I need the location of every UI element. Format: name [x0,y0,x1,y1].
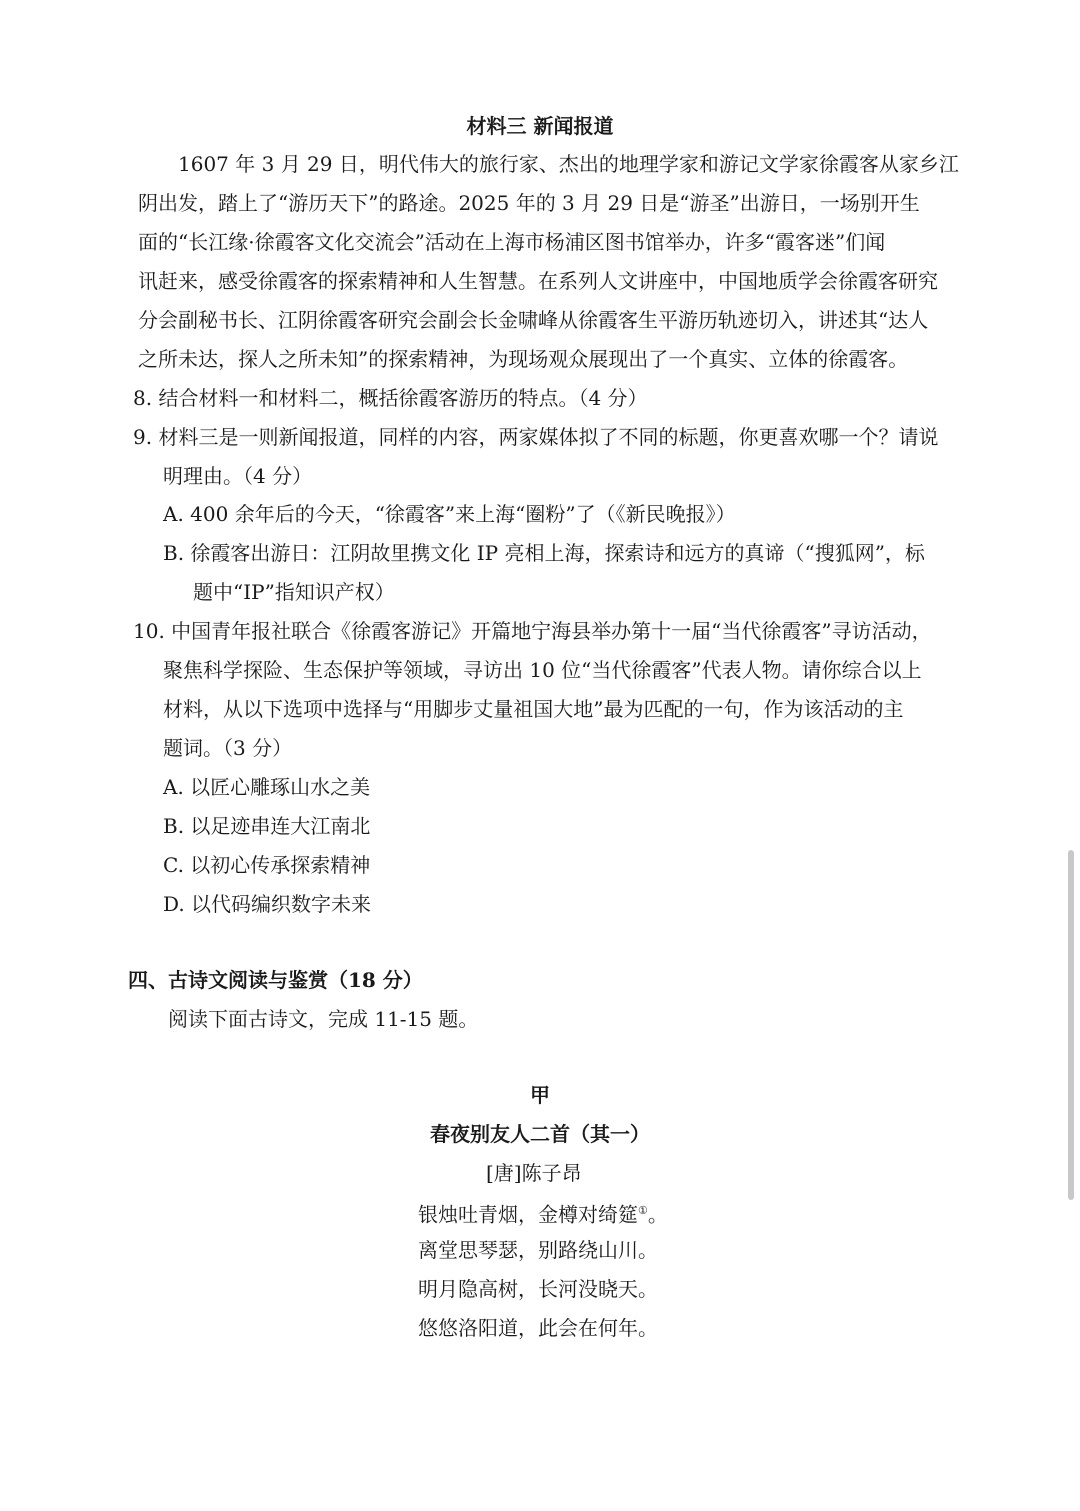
question-9-line-2: 明理由。（4 分） [163,464,313,488]
question-8: 8. 结合材料一和材料二，概括徐霞客游历的特点。（4 分） [133,386,648,410]
poem-line-1-end: 。 [647,1202,668,1227]
question-9-line-1: 9. 材料三是一则新闻报道，同样的内容，两家媒体拟了不同的标题，你更喜欢哪一个？请说 [133,425,939,449]
material3-line-6: 之所未达，探人之所未知”的探索精神，为现场观众展现出了一个真实、立体的徐霞客。 [138,347,909,371]
material3-line-3: 面的“长江缘·徐霞客文化交流会”活动在上海市杨浦区图书馆举办，许多“霞客迷”们闻 [138,230,886,254]
question-10-option-c: C. 以初心传承探索精神 [163,853,371,877]
question-9-option-b-line-1: B. 徐霞客出游日：江阴故里携文化 IP 亮相上海，探索诗和远方的真谛（“搜狐网”，标 [163,541,925,565]
question-10-line-1: 10. 中国青年报社联合《徐霞客游记》开篇地宁海县举办第十一届“当代徐霞客”寻访活动， [133,619,932,643]
material3-title: 材料三 新闻报道 [466,114,614,138]
question-10-line-2: 聚焦科学探险、生态保护等领域，寻访出 10 位“当代徐霞客”代表人物。请你综合以上 [163,658,922,682]
question-10-option-d: D. 以代码编织数字未来 [163,892,372,916]
section-4-instruction: 阅读下面古诗文，完成 11-15 题。 [168,1007,479,1031]
poem-title: 春夜别友人二首（其一） [430,1122,650,1146]
section-4-heading: 四、古诗文阅读与鉴赏（18 分） [128,968,423,992]
poem-author: [唐]陈子昂 [486,1161,582,1185]
material3-line-1: 1607 年 3 月 29 日，明代伟大的旅行家、杰出的地理学家和游记文学家徐霞客从家乡江 [178,152,959,176]
poem-line-4: 悠悠洛阳道，此会在何年。 [418,1316,658,1340]
question-10-option-a: A. 以匠心雕琢山水之美 [163,775,371,799]
poem-line-2: 离堂思琴瑟，别路绕山川。 [418,1238,658,1262]
material3-line-5: 分会副秘书长、江阴徐霞客研究会副会长金啸峰从徐霞客生平游历轨迹切入，讲述其“达人 [138,308,929,332]
footnote-marker: ① [638,1204,648,1217]
question-9-option-a: A. 400 余年后的今天，“徐霞客”来上海“圈粉”了（《新民晚报》） [163,502,736,526]
question-10-line-4: 题词。（3 分） [163,736,293,760]
poem-line-3: 明月隐高树，长河没晓天。 [418,1277,658,1301]
material3-line-4: 讯赶来，感受徐霞客的探索精神和人生智慧。在系列人文讲座中，中国地质学会徐霞客研究 [138,269,938,293]
question-10-option-b: B. 以足迹串连大江南北 [163,814,371,838]
material3-line-2: 阴出发，踏上了“游历天下”的路途。2025 年的 3 月 29 日是“游圣”出游日，一场别开生 [138,191,920,215]
question-10-line-3: 材料，从以下选项中选择与“用脚步丈量祖国大地”最为匹配的一句，作为该活动的主 [163,697,904,721]
poem-label: 甲 [530,1083,550,1107]
poem-line-1-text: 银烛吐青烟，金樽对绮筵 [418,1202,638,1227]
question-9-option-b-line-2: 题中“IP”指知识产权） [193,580,395,604]
scrollbar-thumb[interactable] [1068,850,1074,1200]
poem-line-1 [418,1197,668,1229]
